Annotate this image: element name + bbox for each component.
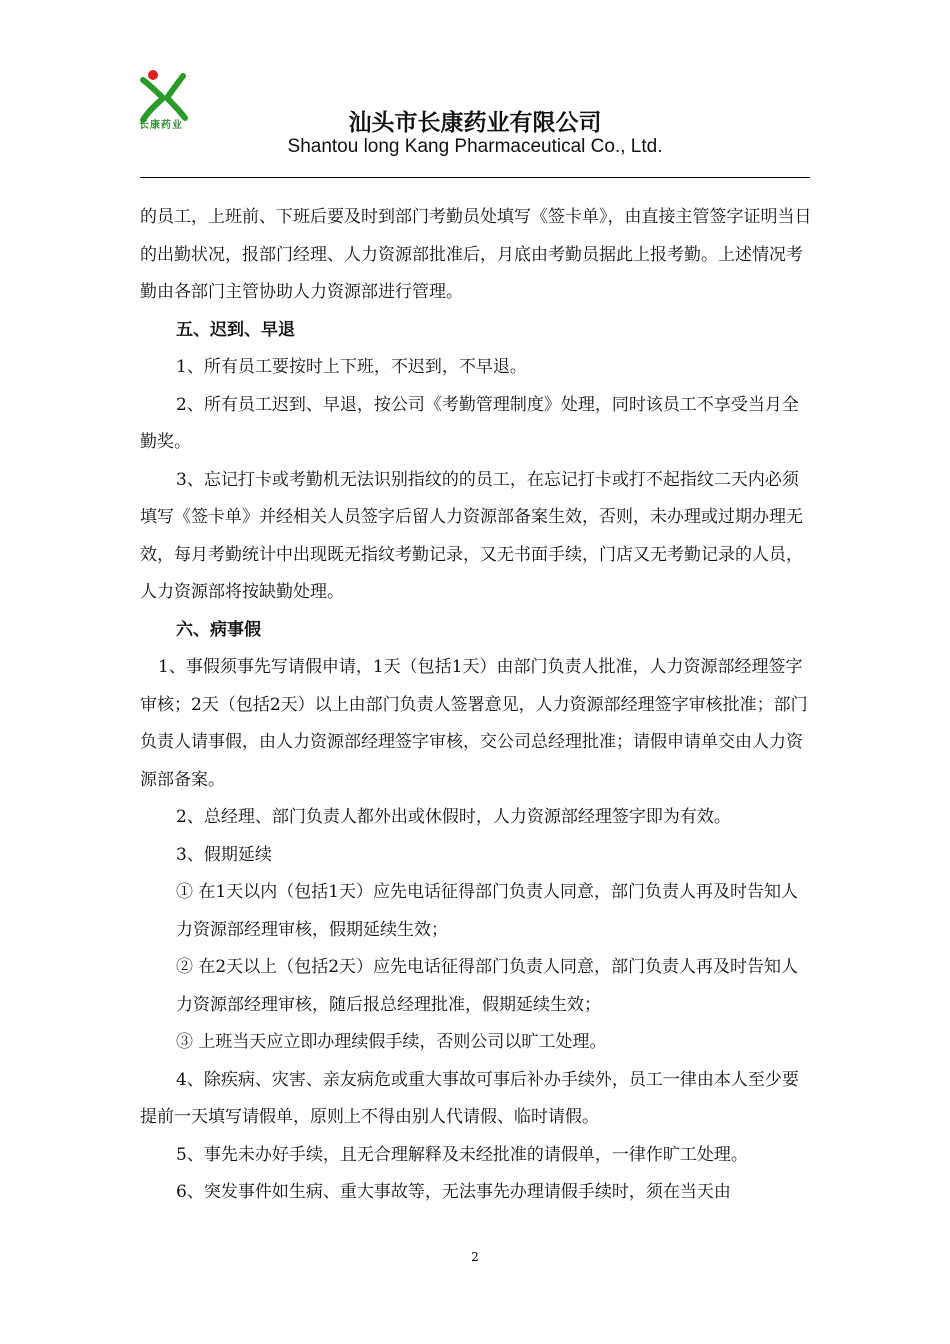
paragraph-6-5: 5、事先未办好手续，且无合理解释及未经批准的请假单，一律作旷工处理。	[176, 1144, 748, 1165]
section-heading-5: 五、迟到、早退	[176, 319, 295, 340]
list-item-6-3a: ① 在1天以内（包括1天）应先电话征得部门负责人同意，部门负责人再及时告知人力资源部经理审核，假期延续生效；	[176, 882, 799, 940]
paragraph-6-6: 6、突发事件如生病、重大事故等，无法事先办理请假手续时，须在当天由	[176, 1182, 731, 1202]
list-item-6-3b: ② 在2天以上（包括2天）应先电话征得部门负责人同意，部门负责人再及时告知人力资源部经理审核，随后报总经理批准，假期延续生效；	[176, 957, 799, 1015]
paragraph-5-1: 1、所有员工要按时上下班，不迟到，不早退。	[176, 357, 527, 377]
list-item-6-3c: ③ 上班当天应立即办理续假手续，否则公司以旷工处理。	[176, 1032, 607, 1052]
paragraph-6-4: 4、除疾病、灾害、亲友病危或重大事故可事后补办手续外，员工一律由本人至少要提前一天填写请假单，原则上不得由别人代请假、临时请假。	[140, 1069, 799, 1127]
paragraph-5-3: 3、忘记打卡或考勤机无法识别指纹的的员工，在忘记打卡或打不起指纹二天内必须填写《签卡单》并经相关人员签字后留人力资源部备案生效，否则，未办理或过期办理无效，每月考勤统计中出现既无指纹考勤记录，又无书面手续，门店又无考勤记录的人员，人力资源部将按缺勤处理。	[140, 469, 803, 602]
logo-text: 长康药业	[139, 120, 183, 131]
paragraph-continued: 的员工，上班前、下班后要及时到部门考勤员处填写《签卡单》，由直接主管签字证明当日的出勤状况，报部门经理、人力资源部批准后，月底由考勤员据此上报考勤。上述情况考勤由各部门主管协助人力资源部进行管理。	[140, 207, 812, 302]
paragraph-6-3: 3、假期延续	[176, 844, 272, 865]
company-name-cn: 汕头市长康药业有限公司	[348, 110, 602, 136]
company-name-en: Shantou long Kang Pharmaceutical Co., Ltd.	[287, 136, 663, 157]
document-body	[140, 199, 812, 1212]
page-number: 2	[471, 1250, 479, 1264]
section-heading-6: 六、病事假	[176, 619, 261, 640]
paragraph-6-1: 1、事假须事先写请假申请，1天（包括1天）由部门负责人批准，人力资源部经理签字审核；2天（包括2天）以上由部门负责人签署意见，人力资源部经理签字审核批准；部门负责人请事假，由人力资源部经理签字审核，交公司总经理批准；请假申请单交由人力资源部备案。	[140, 657, 808, 790]
paragraph-5-2: 2、所有员工迟到、早退，按公司《考勤管理制度》处理，同时该员工不享受当月全勤奖。	[140, 394, 799, 452]
paragraph-6-2: 2、总经理、部门负责人都外出或休假时，人力资源部经理签字即为有效。	[176, 807, 731, 827]
header-divider	[140, 177, 810, 178]
